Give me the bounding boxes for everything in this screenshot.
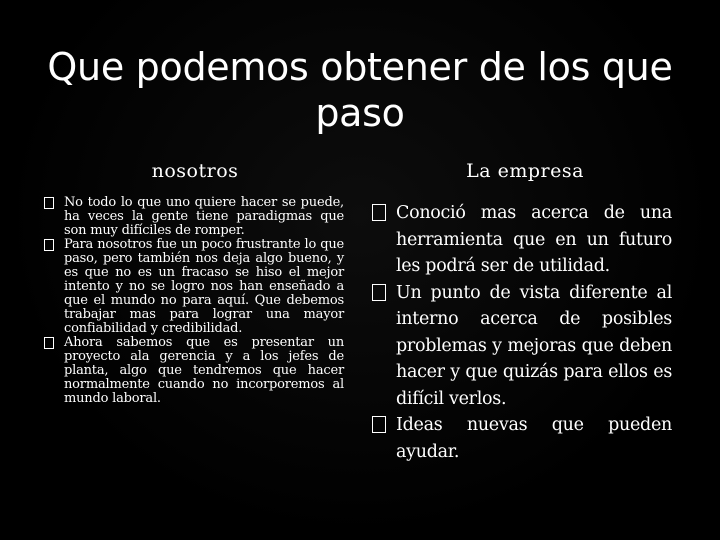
square-bullet-icon — [372, 284, 386, 301]
bullet-text: Ahora sabemos que es presentar un proyecto ala gerencia y a los jefes de planta, algo que tendremos que hacer normalmente cuando no incorporemos al mundo laboral. — [64, 335, 344, 406]
list-item — [372, 412, 672, 465]
bullet-text: Conoció mas acerca de una herramienta que en un futuro les podrá ser de utilidad. — [396, 203, 672, 276]
square-bullet-icon — [44, 239, 54, 251]
list-item — [372, 200, 672, 280]
bullet-text: No todo lo que uno quiere hacer se puede, ha veces la gente tiene paradigmas que son muy difíciles de romper. — [64, 195, 344, 238]
square-bullet-icon — [372, 416, 386, 433]
right-column-heading: La empresa — [466, 160, 584, 182]
list-item — [44, 238, 344, 336]
list-item — [44, 336, 344, 406]
square-bullet-icon — [44, 337, 54, 349]
right-bullet-list — [372, 200, 672, 465]
square-bullet-icon — [44, 197, 54, 209]
bullet-text: Ideas nuevas que pueden ayudar. — [396, 415, 672, 462]
list-item — [44, 196, 344, 238]
left-column-heading: nosotros — [151, 160, 239, 182]
square-bullet-icon — [372, 204, 386, 221]
list-item — [372, 280, 672, 413]
bullet-text: Un punto de vista diferente al interno acerca de posibles problemas y mejoras que deben hacer y que quizás para ellos es difícil verlos. — [396, 282, 672, 409]
left-bullet-list — [44, 196, 344, 406]
bullet-text: Para nosotros fue un poco frustrante lo que paso, pero también nos deja algo bueno, y es que no es un fracaso se hiso el mejor intento y no se logro nos han enseñado a que el mundo no para aquí. Que debemos trabajar mas para lograr una mayor confiabilidad y credibilidad. — [64, 237, 344, 336]
slide-title: Que podemos obtener de los que paso — [47, 45, 673, 135]
